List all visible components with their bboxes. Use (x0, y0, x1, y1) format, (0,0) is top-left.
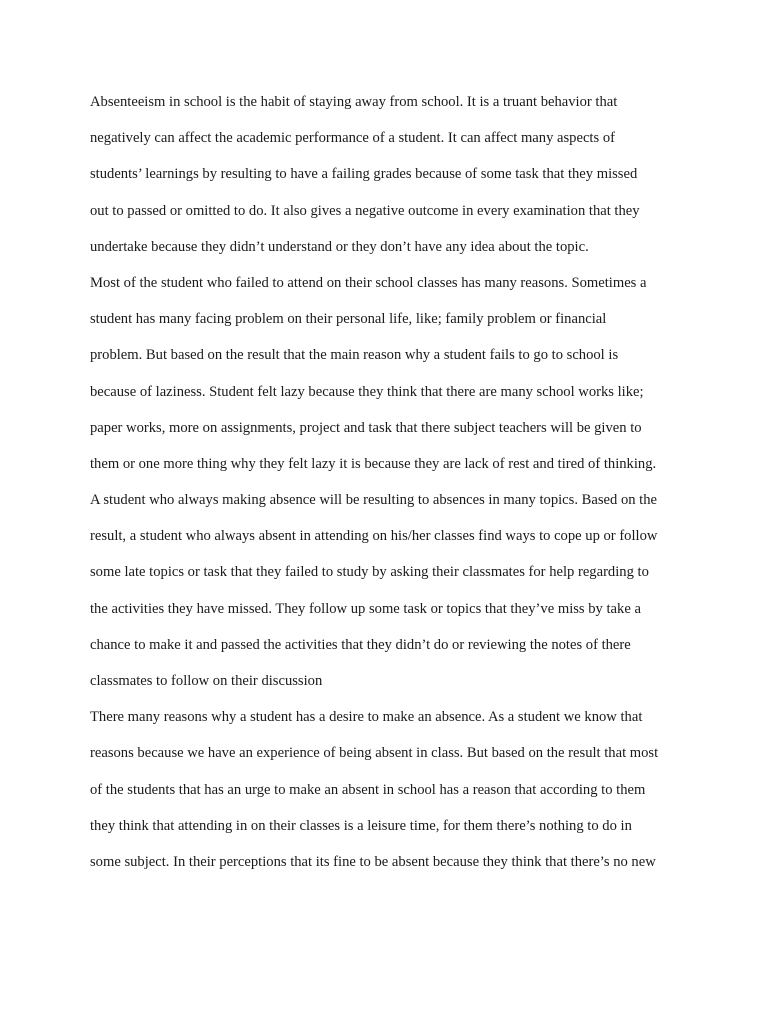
text-line: A student who always making absence will be resulting to absences in many topics. Based on the (90, 492, 658, 509)
text-line: undertake because they didn’t understand or they don’t have any idea about the topic. (90, 238, 589, 255)
text-line: student has many facing problem on their personal life, like; family problem or financial (90, 311, 607, 328)
text-line: chance to make it and passed the activities that they didn’t do or reviewing the notes of there (90, 636, 631, 653)
text-line: result, a student who always absent in attending on his/her classes find ways to cope up or follow (90, 528, 658, 545)
text-line: paper works, more on assignments, project and task that there subject teachers will be given to (90, 419, 642, 436)
text-line: the activities they have missed. They follow up some task or topics that they’ve miss by take a (90, 600, 641, 617)
text-line: There many reasons why a student has a desire to make an absence. As a student we know that (90, 709, 643, 726)
paragraph-1 (90, 88, 690, 269)
text-line: some late topics or task that they failed to study by asking their classmates for help regarding to (90, 564, 649, 581)
text-line: some subject. In their perceptions that its fine to be absent because they think that there’s no new (90, 853, 656, 870)
text-line: because of laziness. Student felt lazy because they think that there are many school works like; (90, 383, 644, 400)
paragraph-4 (90, 703, 690, 884)
text-line: students’ learnings by resulting to have a failing grades because of some task that they missed (90, 166, 638, 183)
paragraph-3 (90, 486, 690, 703)
text-line: negatively can affect the academic performance of a student. It can affect many aspects of (90, 130, 615, 147)
text-line: problem. But based on the result that the main reason why a student fails to go to school is (90, 347, 619, 364)
text-line: of the students that has an urge to make an absent in school has a reason that according to them (90, 781, 646, 798)
text-line: reasons because we have an experience of being absent in class. But based on the result that most (90, 745, 659, 762)
document-body (90, 88, 690, 884)
text-line: them or one more thing why they felt lazy it is because they are lack of rest and tired of thinking. (90, 455, 657, 472)
text-line: they think that attending in on their classes is a leisure time, for them there’s nothing to do in (90, 817, 632, 834)
text-line: Most of the student who failed to attend on their school classes has many reasons. Sometimes a (90, 274, 647, 291)
text-line: classmates to follow on their discussion (90, 673, 323, 689)
text-line: Absenteeism in school is the habit of staying away from school. It is a truant behavior that (90, 94, 618, 110)
paragraph-2 (90, 269, 690, 486)
text-line: out to passed or omitted to do. It also gives a negative outcome in every examination that they (90, 202, 640, 219)
